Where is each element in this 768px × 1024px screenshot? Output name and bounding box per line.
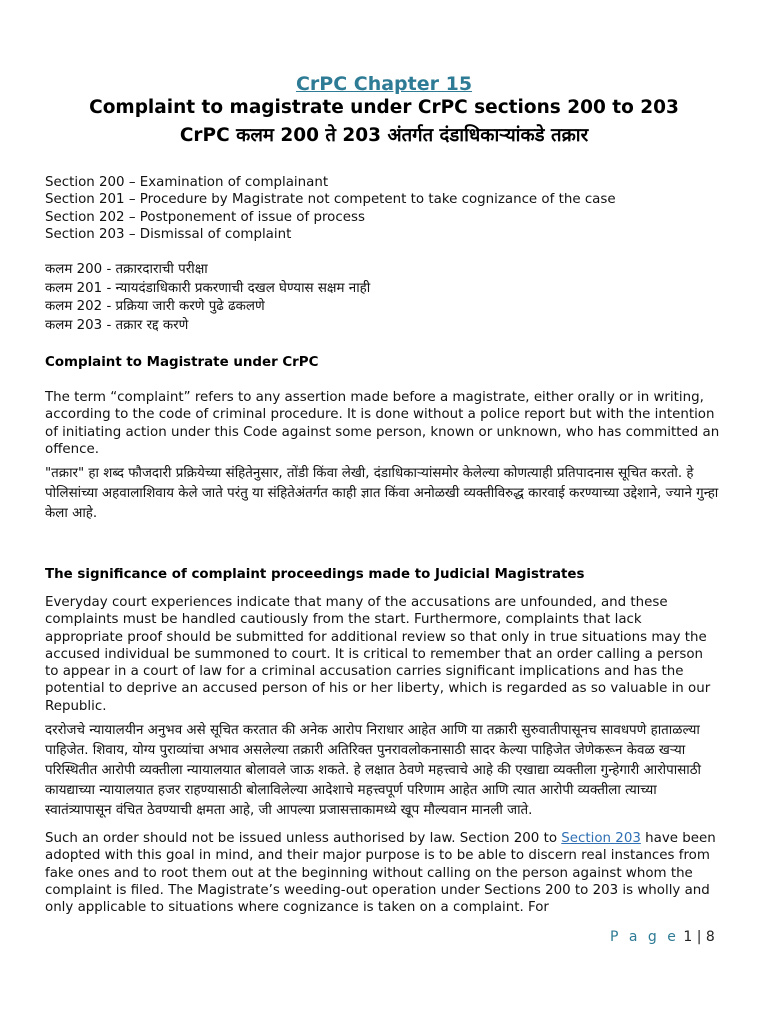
paragraph-significance-en: Everyday court experiences indicate that many of the accusations are unfounded, and these complaints must be handled cautiously from the start. Furthermore, complaints that lack appropriate proof should be submitted for additional review so that only in true situations may the accused individual be summoned to court. It is critical to remember that an order calling a person to appear in a court of law for a criminal accusation carries significant implications and has the potential to deprive an accused person of his or her liberty, which is regarded as so valuable in our Republic. [45, 595, 711, 714]
section-item: Section 200 – Examination of complainant [45, 175, 329, 190]
subheading-significance: The significance of complaint proceedings made to Judicial Magistrates [45, 567, 585, 582]
section-item: कलम 201 - न्यायदंडाधिकारी प्रकरणाची दखल घेण्यास सक्षम नाही [45, 280, 371, 296]
page-current: 1 [683, 929, 693, 945]
section-item: Section 201 – Procedure by Magistrate not competent to take cognizance of the case [45, 192, 616, 208]
paragraph-order: Such an order should not be issued unless authorised by law. Section 200 to Section 203 have been adopted with this goal in mind, and their major purpose is to be able to discern real instances from fake ones and to root them out at the beginning without calling on the person against whom the complaint is filed. The Magistrate’s weeding-out operation under Sections 200 to 203 is wholly and only applicable to situations where cognizance is taken on a complaint. For [45, 831, 716, 916]
paragraph-significance-mr: दररोजचे न्यायालयीन अनुभव असे सूचित करतात की अनेक आरोप निराधार आहेत आणि या तक्रारी सुरुवातीपासूनच सावधपणे हाताळल्या पाहिजेत. शिवाय, योग्य पुराव्यांचा अभाव असलेल्या तक्रारी अतिरिक्त पुनरावलोकनासाठी सादर केल्या पाहिजेत जेणेकरून केवळ खऱ्या परिस्थितीत आरोपी व्यक्तीला न्यायालयात बोलावले जाऊ शकते. हे लक्षात ठेवणे महत्त्वाचे आहे की एखाद्या व्यक्तीला गुन्हेगारी आरोपासाठी कायद्याच्या न्यायालयात हजर राहण्यासाठी बोलाविलेल्या आदेशाचे महत्त्वपूर्ण परिणाम आहेत आणि त्यात आरोपी व्यक्तीला त्याच्या स्वातंत्र्यापासून वंचित ठेवण्याची क्षमता आहे, जी आपल्या प्रजासत्ताकामध्ये खूप मौल्यवान मानली जाते. [45, 723, 701, 818]
sections-list-marathi [45, 261, 720, 335]
section-item: कलम 203 - तक्रार रद्द करणे [45, 317, 189, 333]
heading-english: Complaint to magistrate under CrPC sections 200 to 203 [89, 97, 679, 118]
page-footer [610, 929, 715, 945]
subheading-complaint: Complaint to Magistrate under CrPC [45, 355, 319, 370]
section-203-link[interactable]: Section 203 [561, 831, 641, 846]
section-item: Section 202 – Postponement of issue of process [45, 209, 365, 225]
page-total: 8 [705, 929, 715, 945]
section-item: कलम 200 - तक्रारदाराची परीक्षा [45, 262, 208, 277]
paragraph-complaint-mr: "तक्रार" हा शब्द फौजदारी प्रक्रियेच्या संहितेनुसार, तोंडी किंवा लेखी, दंडाधिकाऱ्यांसमोर केलेल्या कोणत्याही प्रतिपादनास सूचित करतो. हे पोलिसांच्या अहवालाशिवाय केले जाते परंतु या संहितेअंतर्गत काही ज्ञात किंवा अनोळखी व्यक्तीविरुद्ध कारवाई करण्याच्या उद्देशाने, ज्याने गुन्हा केला आहे. [45, 466, 719, 521]
section-item: कलम 202 - प्रक्रिया जारी करणे पुढे ढकलणे [45, 299, 265, 314]
heading-marathi: CrPC कलम 200 ते 203 अंतर्गत दंडाधिकाऱ्यांकडे तक्रार [179, 125, 589, 146]
document-title: CrPC Chapter 15 [295, 73, 473, 95]
sections-list-english [45, 174, 720, 243]
section-item: Section 203 – Dismissal of complaint [45, 226, 292, 242]
paragraph-complaint-en: The term “complaint” refers to any assertion made before a magistrate, either orally or in writing, according to the code of criminal procedure. It is done without a police report but with the intention of initiating action under this Code against some person, known or unknown, who has committed an offence. [45, 390, 720, 457]
page-separator: | [696, 929, 702, 945]
page-label: P a g e [610, 929, 679, 945]
